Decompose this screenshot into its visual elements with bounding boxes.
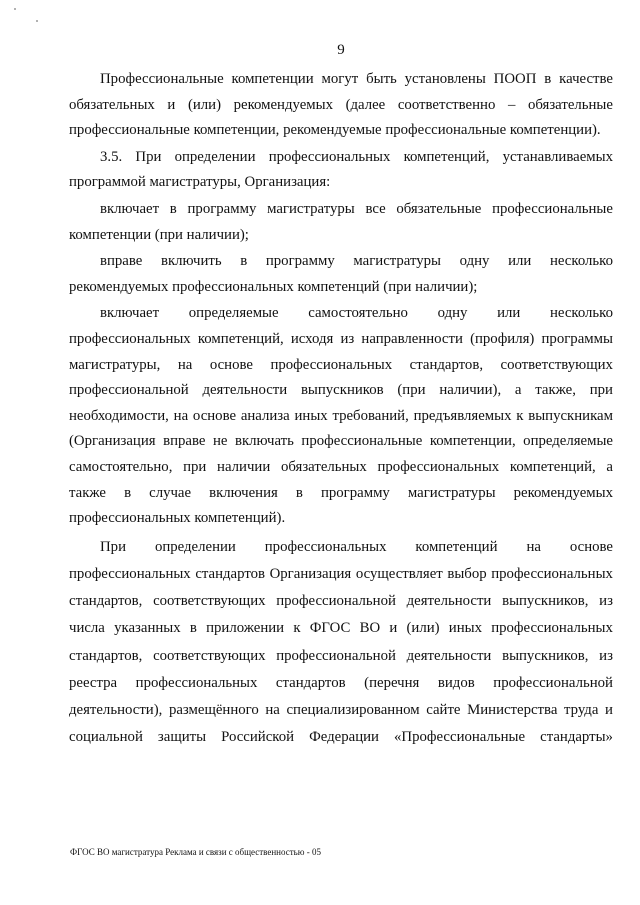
- word: определяемые: [523, 433, 613, 450]
- paragraph: [69, 197, 613, 248]
- word: соответствующих: [153, 593, 266, 610]
- word: выпускников,: [502, 647, 589, 664]
- word: профессиональных: [491, 620, 613, 637]
- text-line: [69, 615, 613, 642]
- text-line: [69, 561, 613, 588]
- word: обязательные: [396, 200, 482, 217]
- text-line: [69, 404, 613, 430]
- word: в: [240, 253, 248, 270]
- word: профессиональной: [276, 647, 396, 664]
- word: выпускников: [300, 382, 384, 399]
- scan-mark: [36, 20, 38, 22]
- text-line: [69, 534, 613, 561]
- word: реестра: [69, 674, 118, 691]
- paragraph: [69, 145, 613, 196]
- text-line: [69, 643, 613, 670]
- word: компетенций,: [509, 458, 596, 475]
- word: направленности: [361, 330, 463, 347]
- text-line: [69, 67, 613, 93]
- word: выпускников,: [502, 593, 589, 610]
- text-line: [69, 353, 613, 379]
- scan-mark: [14, 8, 16, 10]
- word: вправе: [163, 433, 206, 450]
- word: размещённого: [168, 701, 259, 718]
- word: на: [265, 701, 280, 718]
- page-footer: ФГОС ВО магистратура Реклама и связи с общественностью - 05: [70, 847, 321, 857]
- word: стандарты»: [540, 729, 613, 746]
- word: соответствующих: [153, 647, 266, 664]
- word: в: [189, 620, 197, 637]
- word: числа: [69, 620, 105, 637]
- word: на: [526, 538, 541, 555]
- word: также,: [535, 382, 576, 399]
- word: включать: [234, 433, 294, 450]
- text-line: [69, 429, 613, 455]
- word: ВО: [359, 620, 381, 637]
- word: выпускникам: [528, 407, 613, 424]
- text-line: [69, 670, 613, 697]
- word: соответствующих: [500, 356, 613, 373]
- word: иных: [448, 620, 482, 637]
- word: При: [135, 148, 162, 165]
- word: Федерации: [309, 729, 379, 746]
- word: анализа: [240, 407, 290, 424]
- text-line: профессиональных компетенций).: [69, 510, 286, 527]
- word: соответственно: [397, 96, 496, 113]
- word: на: [177, 356, 193, 373]
- word: программу: [320, 484, 390, 501]
- word: социальной: [69, 729, 143, 746]
- word: профессиональной: [69, 382, 189, 399]
- word: компетенции: [231, 71, 314, 87]
- word: При: [100, 538, 127, 555]
- word: а: [514, 382, 522, 399]
- text-line: [69, 145, 613, 171]
- word: включает: [100, 200, 160, 217]
- word: (или): [406, 620, 440, 637]
- text-line: профессиональные компетенции, рекомендуемые профессиональные компетенции).: [69, 122, 601, 139]
- word: деятельности: [406, 593, 492, 610]
- word: в: [124, 484, 132, 501]
- word: на: [173, 407, 189, 424]
- word: Профессиональные: [100, 71, 224, 87]
- word: из: [340, 330, 355, 347]
- text-line: [69, 327, 613, 353]
- word: и: [167, 96, 176, 113]
- word: все: [365, 200, 386, 217]
- paragraph: [69, 249, 613, 300]
- word: программу: [265, 253, 335, 270]
- word: профессиональной: [276, 593, 396, 610]
- word: –: [507, 96, 516, 113]
- word: или: [508, 253, 532, 270]
- word: и: [389, 620, 398, 637]
- paragraph: [69, 301, 613, 531]
- word: в: [295, 484, 303, 501]
- word: компетенции,: [429, 433, 516, 450]
- word: (или): [187, 96, 222, 113]
- word: исходя: [290, 330, 334, 347]
- word: в: [544, 71, 552, 87]
- word: программы: [541, 330, 613, 347]
- word: из: [599, 593, 613, 610]
- text-line: [69, 697, 613, 724]
- word: стандартов,: [69, 647, 143, 664]
- word: профессиональных: [270, 356, 393, 373]
- word: из: [599, 647, 613, 664]
- word: установлены: [404, 71, 486, 87]
- text-line: рекомендуемых профессиональных компетенций (при наличии);: [69, 278, 478, 295]
- word: «Профессиональные: [394, 729, 526, 746]
- word: (далее: [345, 96, 386, 113]
- word: магистратуры: [353, 253, 442, 270]
- word: компетенций,: [403, 148, 490, 165]
- word: рекомендуемых: [513, 484, 613, 501]
- text-line: [69, 93, 613, 119]
- word: не: [212, 433, 228, 450]
- word: профессиональных: [491, 565, 613, 582]
- word: видов: [437, 674, 475, 691]
- word: предъявляемых: [413, 407, 512, 424]
- word: одну: [437, 305, 468, 322]
- word: ПООП: [493, 71, 537, 87]
- word: обязательных: [280, 458, 367, 475]
- word: а: [606, 458, 613, 475]
- word: магистратуры: [267, 200, 355, 217]
- text-line: [69, 481, 613, 507]
- word: определении: [154, 538, 236, 555]
- word: быть: [366, 71, 397, 87]
- word: несколько: [549, 253, 613, 270]
- word: Российской: [221, 729, 295, 746]
- word: определении: [174, 148, 256, 165]
- word: к: [293, 620, 301, 637]
- word: наличии: [217, 458, 271, 475]
- word: компетенций: [415, 538, 498, 555]
- word: деятельности: [406, 647, 492, 664]
- paragraph: [69, 67, 613, 144]
- word: профессиональной: [493, 674, 613, 691]
- word: стандартов: [275, 674, 346, 691]
- word: специализированном: [286, 701, 420, 718]
- word: компетенций,: [197, 330, 284, 347]
- word: труда: [563, 701, 599, 718]
- word: включить: [160, 253, 222, 270]
- word: стандартов: [195, 565, 265, 582]
- word: при: [589, 382, 613, 399]
- paragraph: [69, 534, 613, 752]
- word: профессиональных: [135, 674, 258, 691]
- word: профессиональные: [301, 433, 423, 450]
- page-number: 9: [337, 42, 345, 58]
- word: указанных: [114, 620, 181, 637]
- word: 3.5.: [100, 148, 123, 165]
- word: профессиональных: [377, 458, 500, 475]
- word: стандартов,: [409, 356, 484, 373]
- word: несколько: [549, 305, 613, 322]
- word: защиты: [157, 729, 207, 746]
- word: обязательных: [69, 96, 155, 113]
- word: приложении: [206, 620, 285, 637]
- text-line: [69, 588, 613, 615]
- word: могут: [321, 71, 359, 87]
- word: магистратуры: [407, 484, 496, 501]
- word: (профиля): [470, 330, 535, 347]
- word: включает: [100, 305, 160, 322]
- word: (Организация: [69, 433, 156, 450]
- word: или: [497, 305, 521, 322]
- word: в: [169, 200, 177, 217]
- word: Организация: [269, 565, 352, 582]
- word: самостоятельно: [308, 305, 408, 322]
- text-line: [69, 301, 613, 327]
- word: необходимости,: [69, 407, 169, 424]
- word: ФГОС: [309, 620, 351, 637]
- word: (при: [397, 382, 426, 399]
- word: одну: [459, 253, 490, 270]
- word: и: [605, 701, 613, 718]
- word: также: [69, 484, 106, 501]
- word: профессиональных: [69, 330, 191, 347]
- word: осуществляет: [355, 565, 443, 582]
- word: основе: [209, 356, 253, 373]
- word: случае: [149, 484, 192, 501]
- word: профессиональных: [264, 538, 387, 555]
- word: сайте: [426, 701, 461, 718]
- word: иных: [294, 407, 328, 424]
- word: магистратуры,: [69, 356, 161, 373]
- word: рекомендуемых: [233, 96, 333, 113]
- word: самостоятельно,: [69, 458, 173, 475]
- word: профессиональных: [268, 148, 391, 165]
- word: деятельности),: [69, 701, 163, 718]
- text-line: [69, 197, 613, 223]
- word: к: [516, 407, 524, 424]
- body-text: [69, 67, 613, 752]
- word: (перечня: [364, 674, 420, 691]
- word: наличии),: [439, 382, 502, 399]
- word: выбор: [447, 565, 487, 582]
- word: профессиональных: [69, 565, 191, 582]
- text-line: [69, 455, 613, 481]
- word: определяемые: [188, 305, 279, 322]
- word: основе: [192, 407, 237, 424]
- word: основе: [569, 538, 613, 555]
- text-line: [69, 378, 613, 404]
- word: требований,: [332, 407, 409, 424]
- word: программу: [187, 200, 257, 217]
- word: обязательные: [527, 96, 613, 113]
- word: при: [183, 458, 207, 475]
- text-line: компетенции (при наличии);: [69, 226, 249, 243]
- text-line: [69, 724, 613, 751]
- word: стандартов,: [69, 593, 143, 610]
- word: качестве: [559, 71, 613, 87]
- text-line: программой магистратуры, Организация:: [69, 174, 331, 191]
- word: включения: [209, 484, 278, 501]
- text-line: [69, 249, 613, 275]
- word: деятельности: [202, 382, 288, 399]
- word: устанавливаемых: [502, 148, 613, 165]
- word: вправе: [100, 253, 143, 270]
- word: Министерства: [467, 701, 558, 718]
- word: профессиональные: [492, 200, 613, 217]
